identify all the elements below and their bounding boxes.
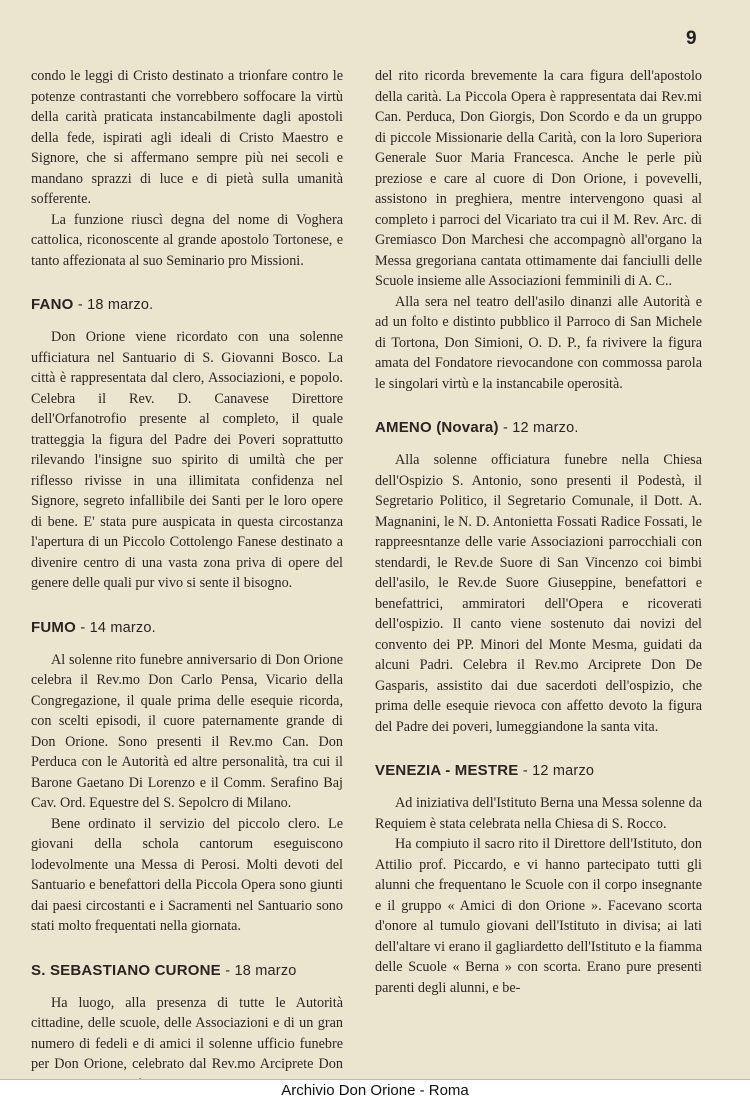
section-heading-fano: FANO - 18 marzo. <box>31 296 154 313</box>
archive-footer: Archivio Don Orione - Roma <box>0 1079 750 1102</box>
page-number: 9 <box>686 28 697 49</box>
section-heading-fumo: FUMO - 14 marzo. <box>31 618 156 636</box>
continued-paragraph: del rito ricorda brevemente la cara figura dell'apostolo della carità. La Piccola Opera è rappresentata dai Rev.mi Can. Perduca, Don Giorgis, Don Scordo e da un gruppo di piccole Missionarie della Carità, con la loro Superiora Generale Suor Maria Francesca. Anche le perle più preziose e care al cuore di Don Orione, i povevelli, assistono in preghiera, mentre intervengono quasi al completo i parroci del Vicariato tra cui il M. Rev. Arc. di Gremiasco Don Marchesi che accompagnò all'organo la Messa gregoriana cantata ottimamente dai fanciulli delle Scuole insieme alle Associazioni femminili di A. C.. <box>375 68 702 289</box>
fano-paragraph: Don Orione viene ricordato con una solenne ufficiatura nel Santuario di S. Giovanni Bosco. La città è rappresentata dal clero, Associazioni, e popolo. Celebra il Rev. D. Canavese Direttore dell'Orfanotrofio presente al completo, il quale tratteggia la figura del Padre dei Poveri soprattutto rilevando l'insigne suo spirito di umiltà che per riflesso rivisse in una illimitata confidenza nel Signore, segreto infallibile dei Santi per le loro opere di bene. E' stata pure auspicata in questa circostanza l'apertura di un Piccolo Cottolengo Fanese destinato a divenire centro di una vasta zona priva di opere del genere delle quali pur vivo si sente il bisogno. <box>31 329 343 591</box>
intro-paragraph-2: La funzione riuscì degna del nome di Voghera cattolica, riconoscente al grande apostolo Tortonese, e tanto affezionata al suo Seminario pro Missioni. <box>31 211 343 269</box>
intro-paragraph: condo le leggi di Cristo destinato a trionfare contro le potenze contrastanti che vorrebbero soffocare la virtù della carità praticata instancabilmente dagli apostoli della fede, ispirati agli ideali di Cristo Maestro e Signore, che si affermano sempre più nei secoli e mandano sprazzi di luce e di pietà sulla umanità sofferente. <box>31 68 343 207</box>
section-heading-ameno: AMENO (Novara) - 12 marzo. <box>375 419 579 436</box>
fumo-paragraph-2: Bene ordinato il servizio del piccolo clero. Le giovani della schola cantorum eseguiscono lodevolmente una Messa di Perosi. Molti devoti del Santuario e benefattori della Piccola Opera sono giunti dai paesi circostanti e i Sacramenti nel Santuario sono stati molto frequentati nella giornata. <box>31 815 343 934</box>
right-column <box>375 66 702 998</box>
left-column <box>31 66 343 1095</box>
fumo-paragraph: Al solenne rito funebre anniversario di Don Orione celebra il Rev.mo Don Carlo Pensa, Vicario della Congregazione, il quale prima delle esequie ricorda, con scelti episodi, il cuore paternamente grande di Don Orione. Sono presenti il Rev.mo Can. Don Perduca con le Autorità ed altre personalità, tra cui il Barone Gaetano Di Lorenzo e il Comm. Serafino Baj Cav. Ord. Equestre del S. Sepolcro di Milano. <box>31 651 343 811</box>
section-heading-venezia: VENEZIA - MESTRE - 12 marzo <box>375 762 595 779</box>
venezia-paragraph: Ad iniziativa dell'Istituto Berna una Messa solenne da Requiem è stata celebrata nella Chiesa di S. Rocco. <box>375 795 702 832</box>
continued-paragraph-2: Alla sera nel teatro dell'asilo dinanzi alle Autorità e ad un folto e distinto pubblico il Parroco di San Michele di Tortona, Don Simioni, O. D. P., fa rivivere la figura amata del Fondatore rievocandone con commossa parola le singolari virtù e la instancabile operosità. <box>375 293 702 392</box>
section-heading-sebastiano: S. SEBASTIANO CURONE - 18 marzo <box>31 961 297 979</box>
venezia-paragraph-2: Ha compiuto il sacro rito il Direttore dell'Istituto, don Attilio prof. Piccardo, e vi hanno partecipato tutti gli alunni che frequentano le Scuole con il corpo insegnante e il gruppo « Amici di don Orione ». Facevano scorta d'onore al tumulo giovani dell'Istituto in divisa; ai lati dell'altare vi erano il gagliardetto dell'Istituto e la fiamma delle Scuole « Berna » con scorta. Erano pure presenti parenti degli alunni, e be- <box>375 836 702 996</box>
ameno-paragraph: Alla solenne officiatura funebre nella Chiesa dell'Ospizio S. Antonio, sono presenti il Podestà, il Segretario Politico, il Segretario Comunale, il Dott. A. Magnanini, le N. D. Antonietta Fossati Radice Fossati, le rappreesntanze delle varie Associazioni parrocchiali con stendardi, le Rev.de Suore di San Vincenzo coi bimbi dell'asilo, le Rev.de Suore Giuseppine, benefattori e benefattrici, ammiratori dell'Opera e ricoverati dell'ospizio. Il canto viene sostenuto dai novizi del convento dei PP. Minori del Monte Mesma, guidati da alcuni Padri. Celebra il Rev.mo Arciprete Don De Gasparis, assistito dai due sacerdoti dell'ospizio, che prima delle esequie rievoca con affetto devoto la figura del Padre dei poveri, lumeggiandone la santa vita. <box>375 452 702 735</box>
sebastiano-paragraph: Ha luogo, alla presenza di tutte le Autorità cittadine, delle scuole, delle Associazioni e di un gran numero di fedeli e di amici il solenne ufficio funebre per Don Orione, celebrato dal Rev.mo Arciprete Don <box>31 994 343 1072</box>
